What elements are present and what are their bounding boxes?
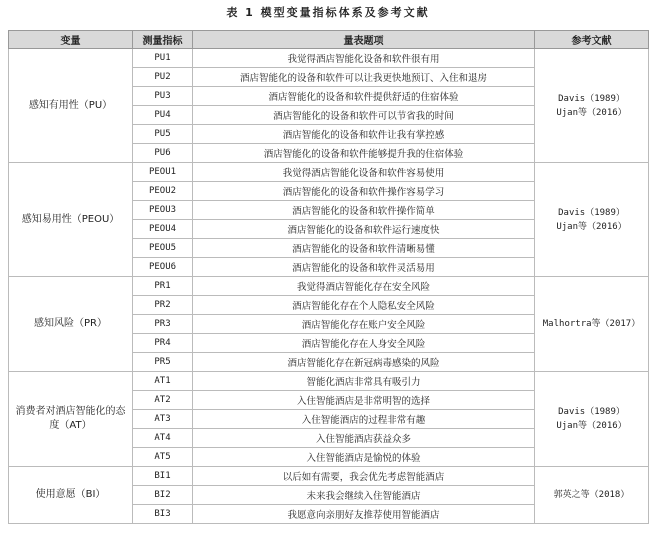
reference-line: Malhortra等（2017） — [542, 319, 641, 329]
table-row — [9, 372, 649, 391]
item-text: 酒店智能化的设备和软件运行速度快 — [193, 220, 535, 239]
item-text: 酒店智能化存在账户安全风险 — [193, 315, 535, 334]
reference-cell — [535, 163, 649, 277]
header-items: 量表题项 — [193, 31, 535, 49]
indicator-code: PU6 — [133, 144, 193, 163]
indicator-code: PEOU3 — [133, 201, 193, 220]
variable-cell: 感知易用性（PEOU） — [9, 163, 133, 277]
reference-cell — [535, 467, 649, 524]
item-text: 入住智能酒店是非常明智的选择 — [193, 391, 535, 410]
item-text: 酒店智能化的设备和软件可以节省我的时间 — [193, 106, 535, 125]
table-caption: 表 1 模型变量指标体系及参考文献 — [226, 6, 430, 19]
indicator-code: BI1 — [133, 467, 193, 486]
item-text: 酒店智能化的设备和软件能够提升我的住宿体验 — [193, 144, 535, 163]
table-body — [9, 49, 649, 524]
indicator-code: PU5 — [133, 125, 193, 144]
indicator-code: PEOU2 — [133, 182, 193, 201]
indicator-table — [8, 30, 649, 524]
indicator-code: BI2 — [133, 486, 193, 505]
item-text: 我觉得酒店智能化设备和软件很有用 — [193, 49, 535, 68]
variable-cell: 感知有用性（PU） — [9, 49, 133, 163]
indicator-code: BI3 — [133, 505, 193, 524]
indicator-code: PU4 — [133, 106, 193, 125]
reference-line: Ujan等（2016） — [556, 221, 627, 232]
item-text: 酒店智能化的设备和软件提供舒适的住宿体验 — [193, 87, 535, 106]
table-row — [9, 467, 649, 486]
reference-line: Ujan等（2016） — [556, 421, 627, 431]
item-text: 以后如有需要，我会优先考虑智能酒店 — [193, 467, 535, 486]
indicator-code: PU2 — [133, 68, 193, 87]
item-text: 酒店智能化的设备和软件操作容易学习 — [193, 182, 535, 201]
indicator-code: PEOU6 — [133, 258, 193, 277]
item-text: 未来我会继续入住智能酒店 — [193, 486, 535, 505]
header-variable: 变量 — [9, 31, 133, 49]
table-row — [9, 49, 649, 68]
header-row — [9, 31, 649, 49]
item-text: 智能化酒店非常具有吸引力 — [193, 372, 535, 391]
indicator-code: AT4 — [133, 429, 193, 448]
indicator-code: AT3 — [133, 410, 193, 429]
reference-cell — [535, 372, 649, 467]
item-text: 我觉得酒店智能化设备和软件容易使用 — [193, 163, 535, 182]
header-reference: 参考文献 — [535, 31, 649, 49]
indicator-code: PR2 — [133, 296, 193, 315]
item-text: 入住智能酒店获益众多 — [193, 429, 535, 448]
reference-line: 郭英之等（2018） — [553, 490, 630, 500]
indicator-code: PR1 — [133, 277, 193, 296]
reference-cell — [535, 277, 649, 372]
item-text: 酒店智能化的设备和软件让我有掌控感 — [193, 125, 535, 144]
table-row — [9, 163, 649, 182]
variable-cell: 消费者对酒店智能化的态度（AT） — [9, 372, 133, 467]
item-text: 入住智能酒店是愉悦的体验 — [193, 448, 535, 467]
indicator-code: AT1 — [133, 372, 193, 391]
indicator-code: PR4 — [133, 334, 193, 353]
table-row — [9, 277, 649, 296]
item-text: 我愿意向亲朋好友推荐使用智能酒店 — [193, 505, 535, 524]
reference-cell — [535, 49, 649, 163]
variable-cell: 使用意愿（BI） — [9, 467, 133, 524]
indicator-code: PR5 — [133, 353, 193, 372]
indicator-code: PEOU5 — [133, 239, 193, 258]
item-text: 酒店智能化的设备和软件灵活易用 — [193, 258, 535, 277]
item-text: 入住智能酒店的过程非常有趣 — [193, 410, 535, 429]
item-text: 酒店智能化的设备和软件清晰易懂 — [193, 239, 535, 258]
reference-line: Davis（1989） — [558, 93, 625, 104]
item-text: 酒店智能化的设备和软件可以让我更快地预订、入住和退房 — [193, 68, 535, 87]
indicator-code: PEOU1 — [133, 163, 193, 182]
item-text: 我觉得酒店智能化存在安全风险 — [193, 277, 535, 296]
indicator-code: PR3 — [133, 315, 193, 334]
indicator-code: PU3 — [133, 87, 193, 106]
reference-line: Ujan等（2016） — [556, 107, 627, 118]
item-text: 酒店智能化存在人身安全风险 — [193, 334, 535, 353]
indicator-code: PU1 — [133, 49, 193, 68]
item-text: 酒店智能化存在个人隐私安全风险 — [193, 296, 535, 315]
item-text: 酒店智能化的设备和软件操作简单 — [193, 201, 535, 220]
header-indicator: 测量指标 — [133, 31, 193, 49]
reference-line: Davis（1989） — [558, 407, 625, 417]
variable-cell: 感知风险（PR） — [9, 277, 133, 372]
reference-line: Davis（1989） — [558, 207, 625, 218]
indicator-code: AT2 — [133, 391, 193, 410]
item-text: 酒店智能化存在新冠病毒感染的风险 — [193, 353, 535, 372]
indicator-code: PEOU4 — [133, 220, 193, 239]
indicator-code: AT5 — [133, 448, 193, 467]
